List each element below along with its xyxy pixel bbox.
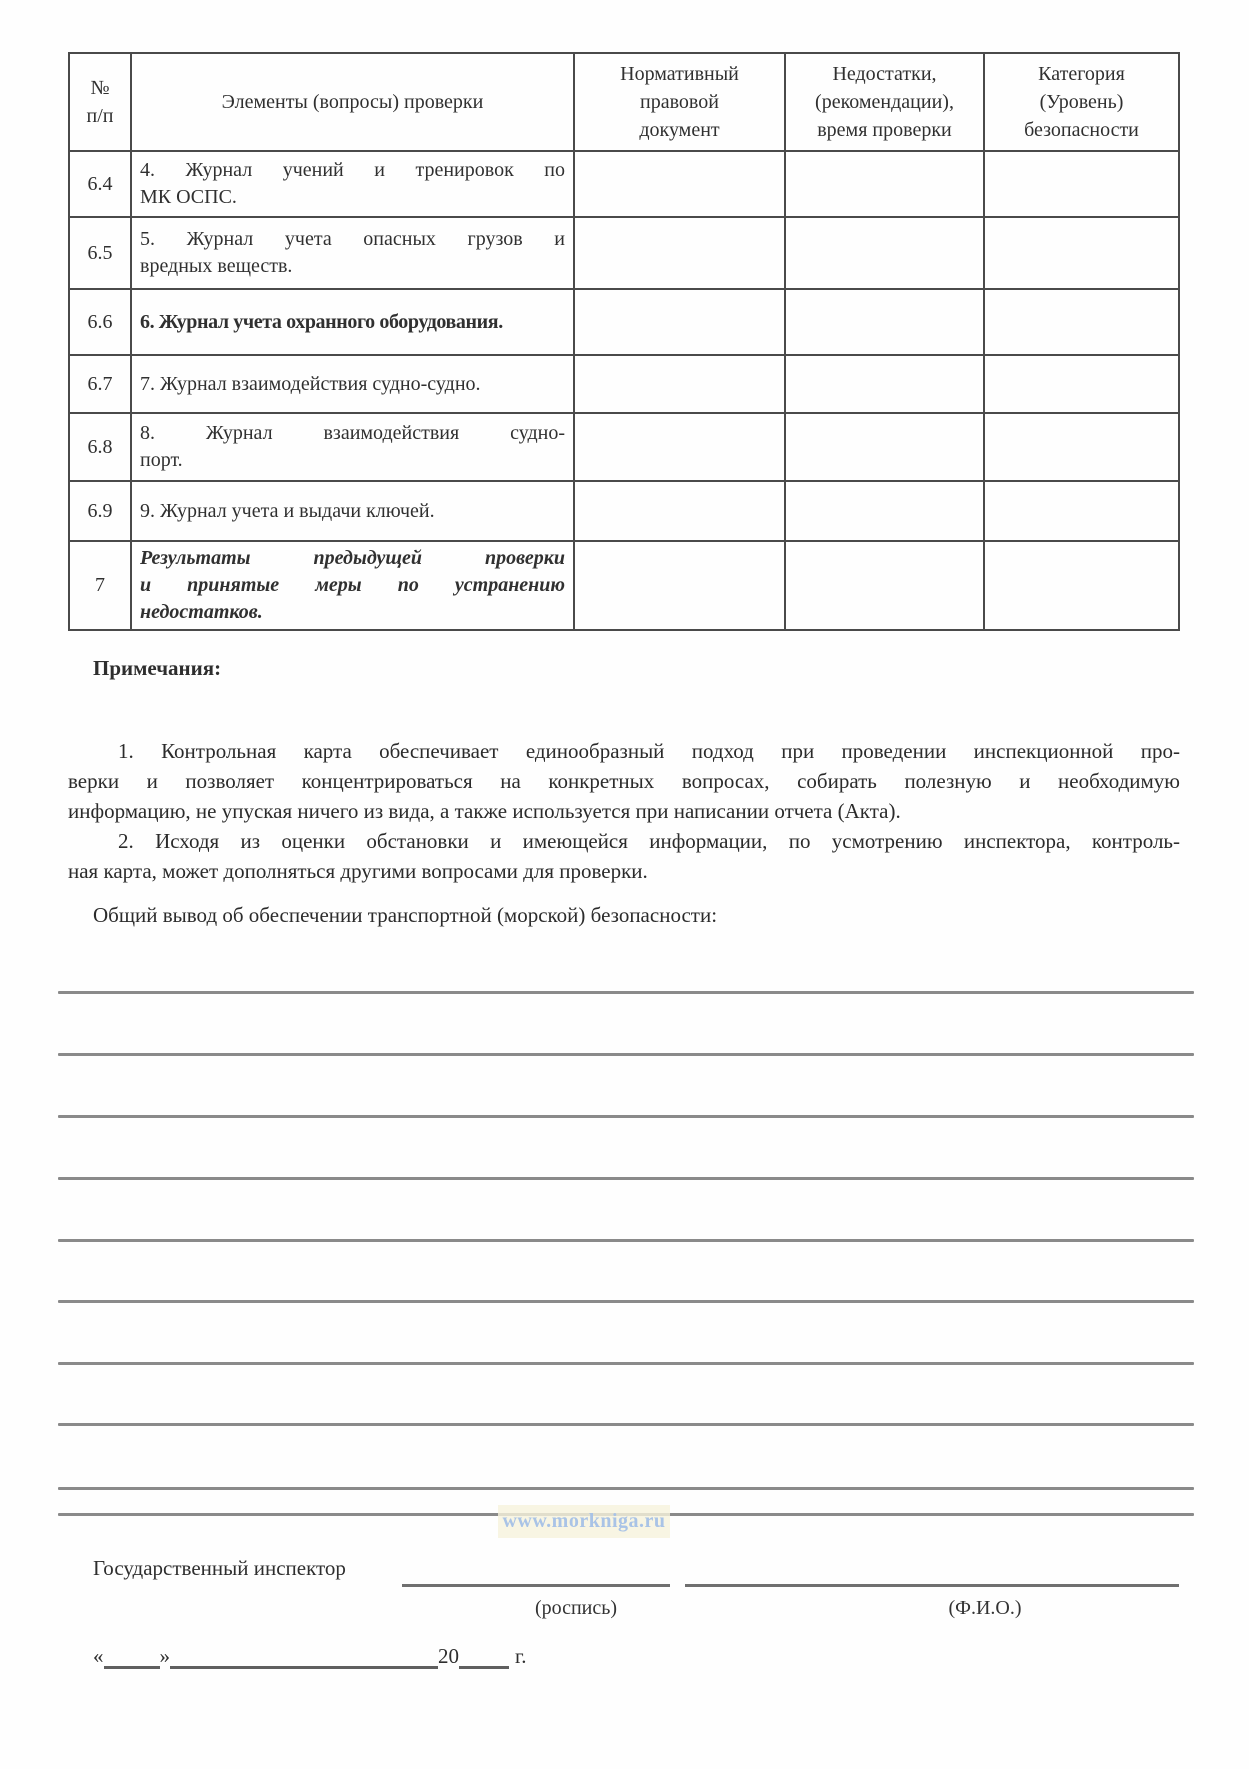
writing-line	[58, 1300, 1194, 1303]
cell-security-category	[984, 151, 1179, 217]
row-question-line: 4. Журнал учений и тренировок по	[140, 159, 565, 181]
conclusion-label: Общий вывод об обеспечении транспортной (морской) безопасности:	[93, 903, 718, 927]
cell-security-category	[984, 413, 1179, 481]
cell-security-category	[984, 541, 1179, 630]
note-1-line: верки и позволяет концентрироваться на конкретных вопросах, собирать полезную и необходимую	[68, 769, 1180, 793]
notes-heading: Примечания:	[93, 656, 222, 680]
row-number: 6.7	[69, 355, 131, 413]
cell-deficiencies	[785, 413, 984, 481]
header-cell-number	[69, 53, 131, 151]
cell-normative-doc	[574, 151, 785, 217]
header-cell-elements	[131, 53, 574, 151]
date-line	[93, 1644, 527, 1669]
date-month-blank	[170, 1644, 438, 1669]
row-number: 6.5	[69, 217, 131, 289]
header-cell-security-category	[984, 53, 1179, 151]
row-question	[131, 541, 574, 630]
signature-caption-sign: (роспись)	[534, 1597, 618, 1619]
note-1-line: 1. Контрольная карта обеспечивает единообразный подход при проведении инспекционной про-	[118, 739, 1180, 763]
row-question-line: недостатков.	[140, 601, 263, 623]
note-2-line: 2. Исходя из оценки обстановки и имеющейся информации, по усмотрению инспектора, контроль-	[118, 829, 1180, 853]
writing-line	[58, 1487, 1194, 1490]
header-line: №	[90, 77, 110, 99]
row-number: 6.4	[69, 151, 131, 217]
signature-line	[402, 1584, 670, 1587]
cell-security-category	[984, 217, 1179, 289]
cell-normative-doc	[574, 217, 785, 289]
row-question	[131, 151, 574, 217]
row-question-line: 6. Журнал учета охранного оборудования.	[140, 310, 503, 333]
watermark-band	[498, 1505, 670, 1538]
cell-normative-doc	[574, 355, 785, 413]
row-question-line: 7. Журнал взаимодействия судно-судно.	[140, 372, 481, 395]
row-number: 6.8	[69, 413, 131, 481]
writing-line	[58, 991, 1194, 994]
checklist-table	[68, 52, 1180, 631]
date-year-prefix: 20	[438, 1644, 459, 1668]
row-question-line: вредных веществ.	[140, 255, 293, 277]
header-line: Нормативный	[620, 63, 739, 85]
cell-normative-doc	[574, 289, 785, 355]
writing-line	[58, 1177, 1194, 1180]
cell-deficiencies	[785, 481, 984, 541]
writing-line	[58, 1053, 1194, 1056]
table-row	[69, 413, 1179, 481]
cell-security-category	[984, 355, 1179, 413]
row-question	[131, 413, 574, 481]
table-row	[69, 481, 1179, 541]
signature-caption-name: (Ф.И.О.)	[948, 1597, 1022, 1619]
date-day-blank	[104, 1644, 160, 1669]
fullname-line	[685, 1584, 1179, 1587]
date-close-quote: »	[159, 1644, 170, 1668]
row-question-line: 8. Журнал взаимодействия судно-	[140, 422, 565, 444]
date-year-suffix: г.	[515, 1644, 527, 1668]
header-line: (Уровень)	[1039, 91, 1124, 113]
row-question-line: МК ОСПС.	[140, 186, 237, 208]
header-line: документ	[639, 119, 720, 141]
cell-deficiencies	[785, 541, 984, 630]
table-row	[69, 541, 1179, 630]
cell-deficiencies	[785, 217, 984, 289]
writing-line	[58, 1239, 1194, 1242]
cell-deficiencies	[785, 151, 984, 217]
watermark-text: www.morkniga.ru	[502, 1510, 666, 1532]
table-row	[69, 151, 1179, 217]
row-question-line: 9. Журнал учета и выдачи ключей.	[140, 499, 435, 522]
cell-security-category	[984, 289, 1179, 355]
row-question	[131, 481, 574, 541]
row-question	[131, 217, 574, 289]
row-question	[131, 289, 574, 355]
table-row	[69, 355, 1179, 413]
cell-security-category	[984, 481, 1179, 541]
row-question-line: Результаты предыдущей проверки	[140, 547, 565, 569]
cell-deficiencies	[785, 289, 984, 355]
writing-line	[58, 1115, 1194, 1118]
header-cell-deficiencies	[785, 53, 984, 151]
cell-normative-doc	[574, 541, 785, 630]
row-number: 7	[69, 541, 131, 630]
table-row	[69, 289, 1179, 355]
row-question-line: порт.	[140, 449, 183, 471]
header-line: время проверки	[817, 119, 952, 141]
inspector-label: Государственный инспектор	[93, 1556, 346, 1580]
row-question-line: и принятые меры по устранению	[140, 574, 565, 596]
cell-normative-doc	[574, 481, 785, 541]
header-line: Недостатки,	[832, 63, 937, 85]
cell-deficiencies	[785, 355, 984, 413]
header-cell-normative-doc	[574, 53, 785, 151]
row-number: 6.9	[69, 481, 131, 541]
header-line: Элементы (вопросы) проверки	[221, 91, 484, 113]
row-question	[131, 355, 574, 413]
date-year-blank	[459, 1644, 509, 1669]
note-1-line: информацию, не упуская ничего из вида, а также используется при написании отчета (Акта).	[68, 799, 901, 823]
header-line: безопасности	[1024, 119, 1139, 141]
header-line: Категория	[1038, 63, 1125, 85]
header-line: п/п	[86, 105, 114, 127]
header-line: (рекомендации),	[815, 91, 954, 113]
row-number: 6.6	[69, 289, 131, 355]
table-header-row	[69, 53, 1179, 151]
cell-normative-doc	[574, 413, 785, 481]
writing-line	[58, 1362, 1194, 1365]
row-question-line: 5. Журнал учета опасных грузов и	[140, 228, 565, 250]
date-open-quote: «	[93, 1644, 104, 1668]
writing-line	[58, 1423, 1194, 1426]
table-row	[69, 217, 1179, 289]
notes-paragraphs	[68, 736, 1180, 886]
note-2-line: ная карта, может дополняться другими вопросами для проверки.	[68, 859, 648, 883]
header-line: правовой	[640, 91, 719, 113]
